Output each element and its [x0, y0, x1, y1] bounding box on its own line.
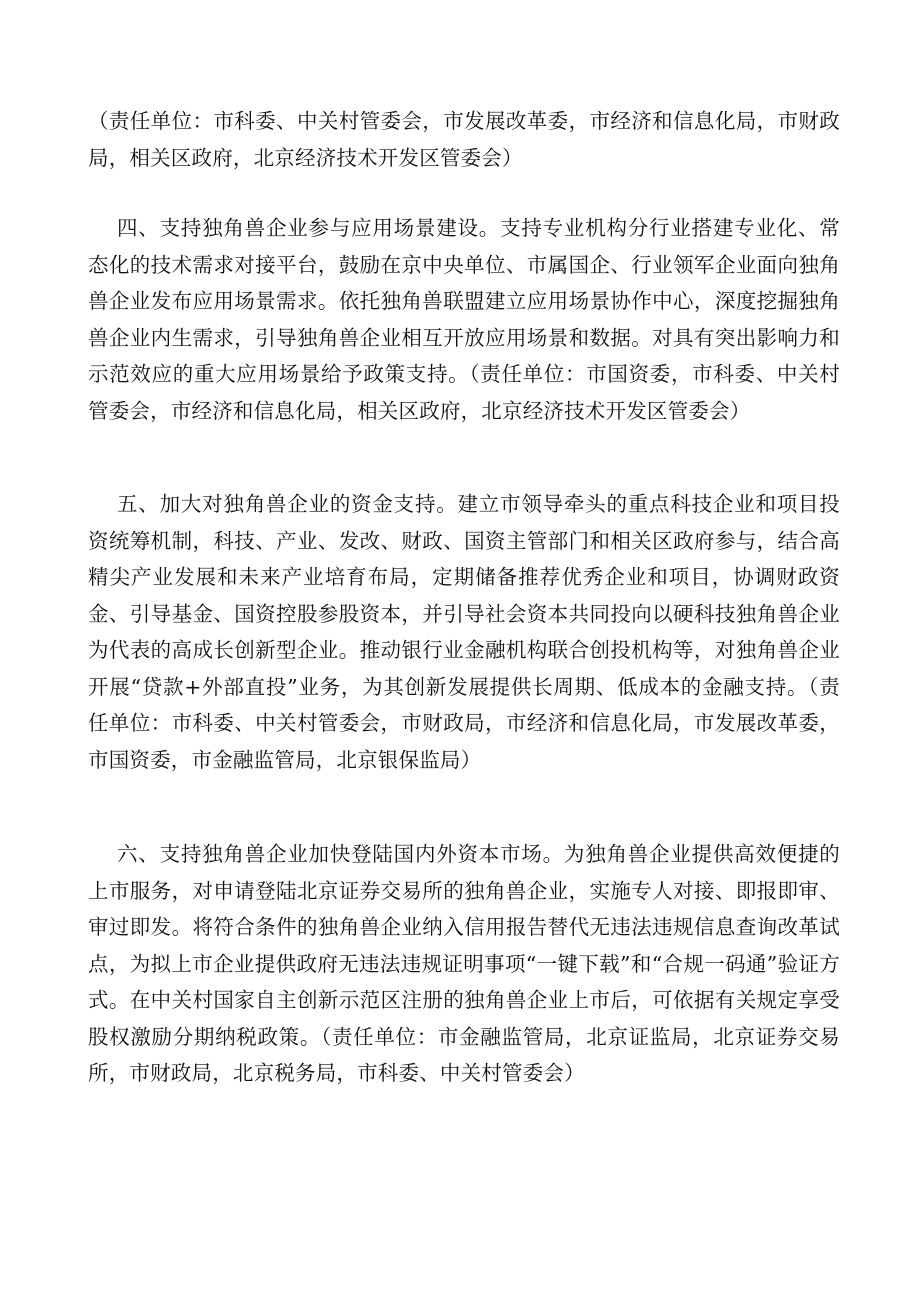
paragraph-section-five: 五、加大对独角兽企业的资金支持。建立市领导牵头的重点科技企业和项目投资统筹机制，科技、产业、发改、财政、国资主管部门和相关区政府参与，结合高精尖产业发展和未来产业培育布局，定期储备推荐优秀企业和项目，协调财政资金、引导基金、国资控股参股资本，并引导社会资本共同投向以硬科技独角兽企业为代表的高成长创新型企业。推动银行业金融机构联合创投机构等，对独角兽企业开展“贷款+外部直投”业务，为其创新发展提供长周期、低成本的金融支持。（责任单位：市科委、中关村管委会，市财政局，市经济和信息化局，市发展改革委，市国资委，市金融监管局，北京银保监局）	[88, 492, 840, 772]
paragraph-section-four: 四、支持独角兽企业参与应用场景建设。支持专业机构分行业搭建专业化、常态化的技术需求对接平台，鼓励在京中央单位、市属国企、行业领军企业面向独角兽企业发布应用场景需求。依托独角兽联盟建立应用场景协作中心，深度挖掘独角兽企业内生需求，引导独角兽企业相互开放应用场景和数据。对具有突出影响力和示范效应的重大应用场景给予政策支持。（责任单位：市国资委，市科委、中关村管委会，市经济和信息化局，相关区政府，北京经济技术开发区管委会）	[88, 216, 840, 423]
paragraph-responsibility-continued: （责任单位：市科委、中关村管委会，市发展改革委，市经济和信息化局，市财政局，相关区政府，北京经济技术开发区管委会）	[88, 109, 840, 170]
paragraph-section-six: 六、支持独角兽企业加快登陆国内外资本市场。为独角兽企业提供高效便捷的上市服务，对申请登陆北京证券交易所的独角兽企业，实施专人对接、即报即审、审过即发。将符合条件的独角兽企业纳入信用报告替代无违法违规信息查询改革试点，为拟上市企业提供政府无违法违规证明事项“一键下载”和“合规一码通”验证方式。在中关村国家自主创新示范区注册的独角兽企业上市后，可依据有关规定享受股权激励分期纳税政策。（责任单位：市金融监管局，北京证监局，北京证券交易所，市财政局，北京税务局，市科委、中关村管委会）	[88, 842, 840, 1085]
